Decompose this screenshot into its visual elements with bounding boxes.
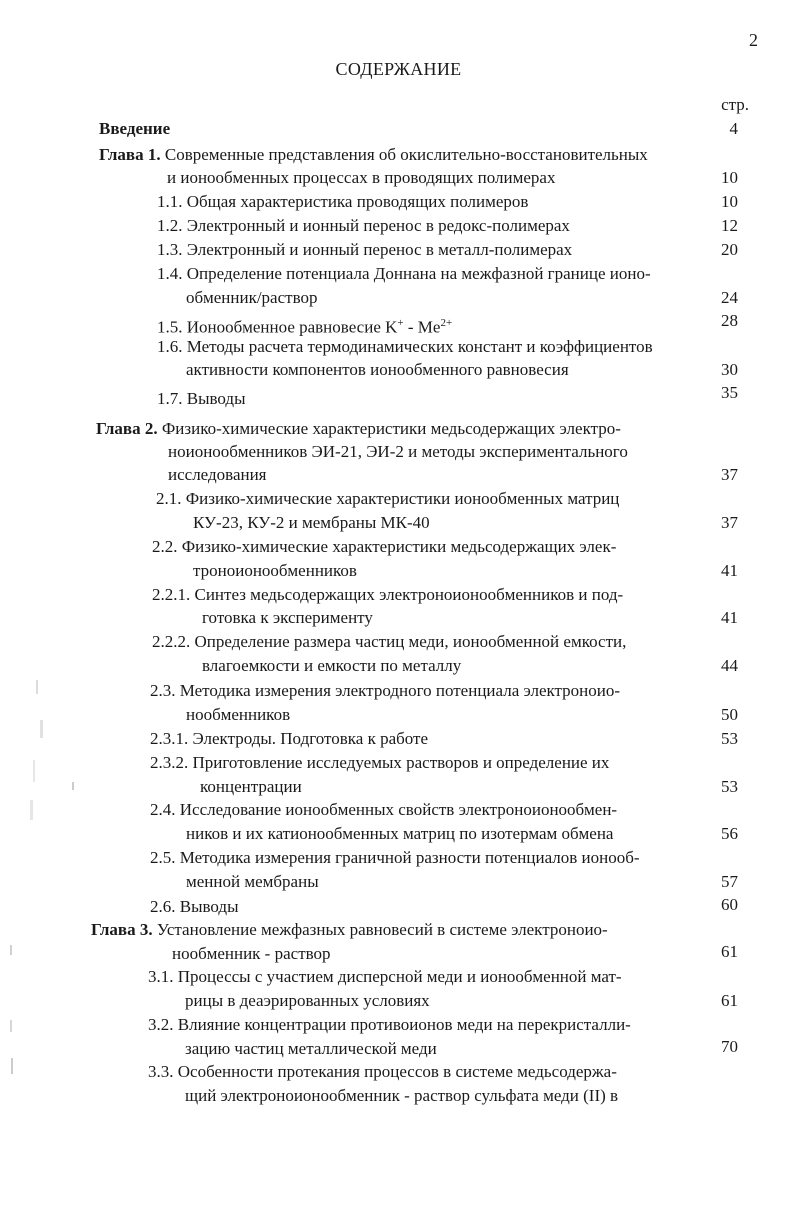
- toc-ch3-page: 61: [721, 942, 738, 961]
- toc-3-1-line2: рицы в деаэрированных условиях: [185, 991, 430, 1010]
- toc-2-4-page: 56: [721, 824, 738, 843]
- toc-2-5-line1: 2.5. Методика измерения граничной разности потенциалов ионооб-: [150, 848, 640, 867]
- toc-2-6: 2.6. Выводы: [150, 897, 239, 916]
- toc-2-2-1-line1: 2.2.1. Синтез медьсодержащих электроноионообменников и под-: [152, 585, 624, 604]
- pages-column-label: стр.: [721, 95, 749, 114]
- toc-3-1-page: 61: [721, 991, 738, 1010]
- toc-2-2-1-line2: готовка к эксперименту: [202, 608, 373, 627]
- toc-2-3-2-line2: концентрации: [200, 777, 302, 796]
- toc-ch2-page: 37: [721, 465, 738, 484]
- toc-ch1-page: 10: [721, 168, 738, 187]
- toc-1-5: [157, 313, 452, 338]
- scan-speck: [36, 680, 38, 694]
- scan-speck: [10, 1020, 12, 1032]
- scan-speck: [11, 1058, 13, 1074]
- toc-1-2-page: 12: [721, 216, 738, 235]
- toc-2-4-line1: 2.4. Исследование ионообменных свойств электроноионообмен-: [150, 800, 618, 819]
- toc-1-3-page: 20: [721, 240, 738, 259]
- scan-speck: [10, 945, 12, 955]
- toc-1-6-page: 30: [721, 360, 738, 379]
- toc-2-1-line1: 2.1. Физико-химические характеристики ионообменных матриц: [156, 489, 620, 508]
- toc-ch1-line1: Современные представления об окислительно-восстановительных: [164, 145, 648, 164]
- toc-ch2-label: Глава 2.: [96, 419, 158, 438]
- toc-2-2-1-page: 41: [721, 608, 738, 627]
- toc-1-6-line1: 1.6. Методы расчета термодинамических констант и коэффициентов: [157, 337, 653, 356]
- toc-1-3: 1.3. Электронный и ионный перенос в металл-полимерах: [157, 240, 573, 259]
- scan-speck: [40, 720, 43, 738]
- toc-1-7-page: 35: [721, 383, 738, 402]
- toc-ch3-line1: Установление межфазных равновесий в системе электроноио-: [156, 920, 608, 939]
- toc-ch2-title: [96, 419, 621, 439]
- toc-1-5-mid: - Me: [403, 317, 441, 337]
- toc-ch2-line2: ноионообменников ЭИ-21, ЭИ-2 и методы экспериментального: [168, 442, 628, 461]
- page-number: 2: [749, 30, 758, 50]
- toc-2-5-line2: менной мембраны: [186, 872, 319, 891]
- toc-3-3-line2: щий электроноионообменник - раствор сульфата меди (II) в: [185, 1086, 619, 1105]
- toc-3-2-line2: зацию частиц металлической меди: [185, 1039, 437, 1058]
- toc-2-3-2-line1: 2.3.2. Приготовление исследуемых растворов и определение их: [150, 753, 610, 772]
- toc-ch2-line1: Физико-химические характеристики медьсодержащих электро-: [161, 419, 621, 438]
- toc-ch1-title: [99, 145, 648, 165]
- toc-1-5-sup1: +: [397, 317, 404, 329]
- toc-ch3-title: [91, 920, 608, 940]
- toc-2-2-page: 41: [721, 561, 738, 580]
- toc-2-4-line2: ников и их катионообменных матриц по изотермам обмена: [186, 824, 614, 843]
- toc-2-1-page: 37: [721, 513, 738, 532]
- toc-1-1-page: 10: [721, 192, 738, 211]
- toc-3-3-line1: 3.3. Особенности протекания процессов в системе медьсодержа-: [148, 1062, 617, 1081]
- scan-speck: [33, 760, 35, 782]
- toc-2-2-2-line2: влагоемкости и емкости по металлу: [202, 656, 462, 675]
- toc-ch1-label: Глава 1.: [99, 145, 161, 164]
- toc-1-5-sup2: 2+: [440, 317, 453, 329]
- toc-intro-label: Введение: [99, 119, 171, 138]
- document-title: СОДЕРЖАНИЕ: [335, 59, 462, 79]
- toc-intro-page: 4: [729, 119, 738, 138]
- toc-ch3-line2: нообменник - раствор: [172, 944, 331, 963]
- toc-2-3-line1: 2.3. Методика измерения электродного потенциала электроноио-: [150, 681, 621, 700]
- scan-speck: [30, 800, 33, 820]
- toc-ch2-line3: исследования: [168, 465, 267, 484]
- toc-3-1-line1: 3.1. Процессы с участием дисперсной меди и ионообменной мат-: [148, 967, 622, 986]
- toc-1-4-line2: обменник/раствор: [186, 288, 318, 307]
- toc-1-2: 1.2. Электронный и ионный перенос в редокс-полимерах: [157, 216, 570, 235]
- toc-2-2-line1: 2.2. Физико-химические характеристики медьсодержащих элек-: [152, 537, 617, 556]
- toc-1-6-line2: активности компонентов ионообменного равновесия: [186, 360, 569, 379]
- toc-1-4-line1: 1.4. Определение потенциала Доннана на межфазной границе ионо-: [157, 264, 651, 283]
- toc-2-3-1: 2.3.1. Электроды. Подготовка к работе: [150, 729, 429, 748]
- toc-2-2-2-line1: 2.2.2. Определение размера частиц меди, ионообменной емкости,: [152, 632, 627, 651]
- toc-ch1-line2: и ионообменных процессах в проводящих полимерах: [167, 168, 556, 187]
- toc-1-5-pre: 1.5. Ионообменное равновесие K: [157, 317, 398, 337]
- toc-1-7: 1.7. Выводы: [157, 389, 246, 408]
- toc-2-3-line2: нообменников: [186, 705, 291, 724]
- toc-2-2-2-page: 44: [721, 656, 738, 675]
- toc-3-2-line1: 3.2. Влияние концентрации противоионов меди на перекристалли-: [148, 1015, 631, 1034]
- toc-2-6-page: 60: [721, 895, 738, 914]
- toc-1-5-page: 28: [721, 311, 738, 330]
- toc-2-3-page: 50: [721, 705, 738, 724]
- toc-1-1: 1.1. Общая характеристика проводящих полимеров: [157, 192, 529, 211]
- toc-2-3-1-page: 53: [721, 729, 738, 748]
- toc-2-1-line2: КУ-23, КУ-2 и мембраны МК-40: [193, 513, 430, 532]
- toc-ch3-label: Глава 3.: [91, 920, 153, 939]
- scan-speck: [72, 782, 74, 790]
- toc-2-3-2-page: 53: [721, 777, 738, 796]
- toc-2-5-page: 57: [721, 872, 738, 891]
- toc-2-2-line2: троноионообменников: [193, 561, 357, 580]
- toc-3-2-page: 70: [721, 1037, 738, 1056]
- toc-1-4-page: 24: [721, 288, 738, 307]
